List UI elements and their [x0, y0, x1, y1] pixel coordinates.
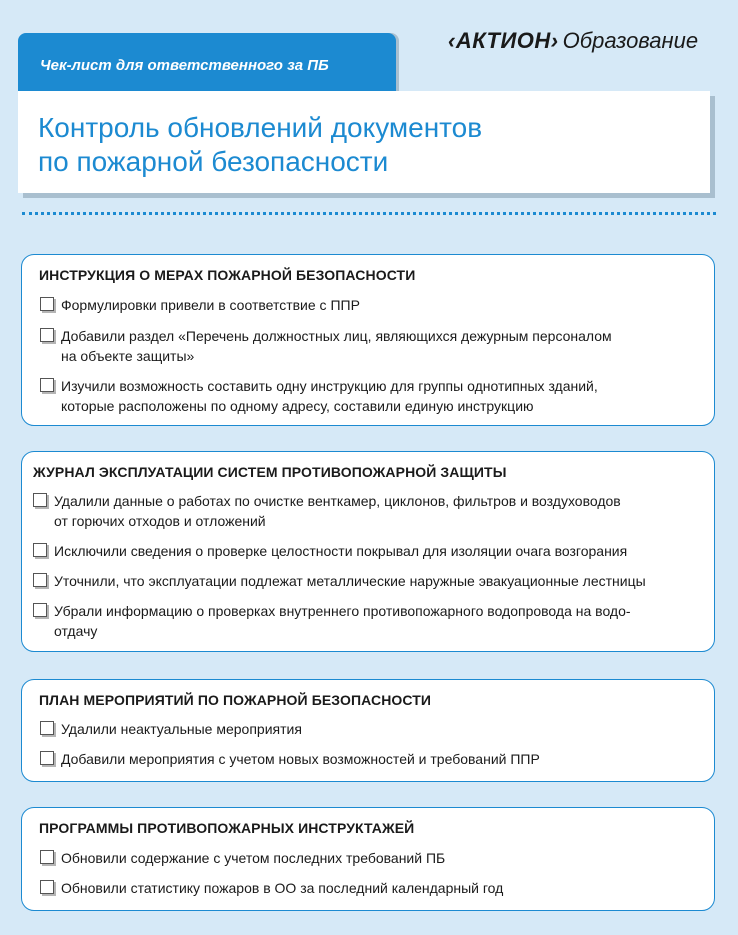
dotted-divider: [22, 212, 716, 215]
checklist-banner: [18, 33, 396, 91]
banner-text: Чек-лист для ответственного за ПБ: [40, 57, 329, 74]
checklist-item[interactable]: Изучили возможность составить одну инструкцию для группы однотипных зданий, которые расположены по одному адресу, составили единую инструкцию: [40, 376, 598, 416]
section-fire-briefing-programs: [21, 807, 715, 911]
checkbox[interactable]: [33, 493, 47, 507]
section-fire-safety-plan: [21, 679, 715, 782]
page-title-line-1: Контроль обновлений документов: [38, 112, 483, 143]
checklist-item[interactable]: Обновили содержание с учетом последних требований ПБ: [40, 848, 445, 868]
checkbox[interactable]: [40, 328, 54, 342]
checkbox[interactable]: [40, 297, 54, 311]
checkbox[interactable]: [33, 543, 47, 557]
aktion-logo: [448, 28, 698, 54]
section-title: ИНСТРУКЦИЯ О МЕРАХ ПОЖАРНОЙ БЕЗОПАСНОСТИ: [39, 267, 416, 283]
checklist-item[interactable]: Удалили данные о работах по очистке венткамер, циклонов, фильтров и воздуховодов от горючих отходов и отложений: [33, 491, 621, 531]
checklist-item[interactable]: Уточнили, что эксплуатации подлежат металлические наружные эвакуационные лестницы: [33, 571, 646, 591]
checklist-item[interactable]: Формулировки привели в соответствие с ППР: [40, 295, 360, 315]
page-title-line-2: по пожарной безопасности: [38, 146, 389, 177]
section-title: ЖУРНАЛ ЭКСПЛУАТАЦИИ СИСТЕМ ПРОТИВОПОЖАРНОЙ ЗАЩИТЫ: [33, 464, 507, 480]
checklist-item[interactable]: Обновили статистику пожаров в ОО за последний календарный год: [40, 878, 503, 898]
checkbox[interactable]: [40, 880, 54, 894]
checkbox[interactable]: [33, 573, 47, 587]
checkbox[interactable]: [40, 751, 54, 765]
checklist-item[interactable]: Убрали информацию о проверках внутреннего противопожарного водопровода на водо- отдачу: [33, 601, 631, 641]
section-fire-protection-log: [21, 451, 715, 652]
section-title: ПРОГРАММЫ ПРОТИВОПОЖАРНЫХ ИНСТРУКТАЖЕЙ: [39, 820, 415, 836]
section-fire-safety-instruction: [21, 254, 715, 426]
logo-subtitle: Образование: [562, 28, 699, 53]
checklist-item[interactable]: Добавили мероприятия с учетом новых возможностей и требований ППР: [40, 749, 540, 769]
checklist-item[interactable]: Исключили сведения о проверке целостности покрывал для изоляции очага возгорания: [33, 541, 627, 561]
checkbox[interactable]: [40, 378, 54, 392]
checkbox[interactable]: [40, 850, 54, 864]
checklist-item[interactable]: Удалили неактуальные мероприятия: [40, 719, 302, 739]
title-card: [18, 91, 710, 193]
checkbox[interactable]: [40, 721, 54, 735]
logo-brand: ‹АКТИОН›: [448, 28, 559, 53]
section-title: ПЛАН МЕРОПРИЯТИЙ ПО ПОЖАРНОЙ БЕЗОПАСНОСТИ: [39, 692, 432, 708]
checklist-item[interactable]: Добавили раздел «Перечень должностных лиц, являющихся дежурным персоналом на объекте защиты»: [40, 326, 612, 366]
checkbox[interactable]: [33, 603, 47, 617]
